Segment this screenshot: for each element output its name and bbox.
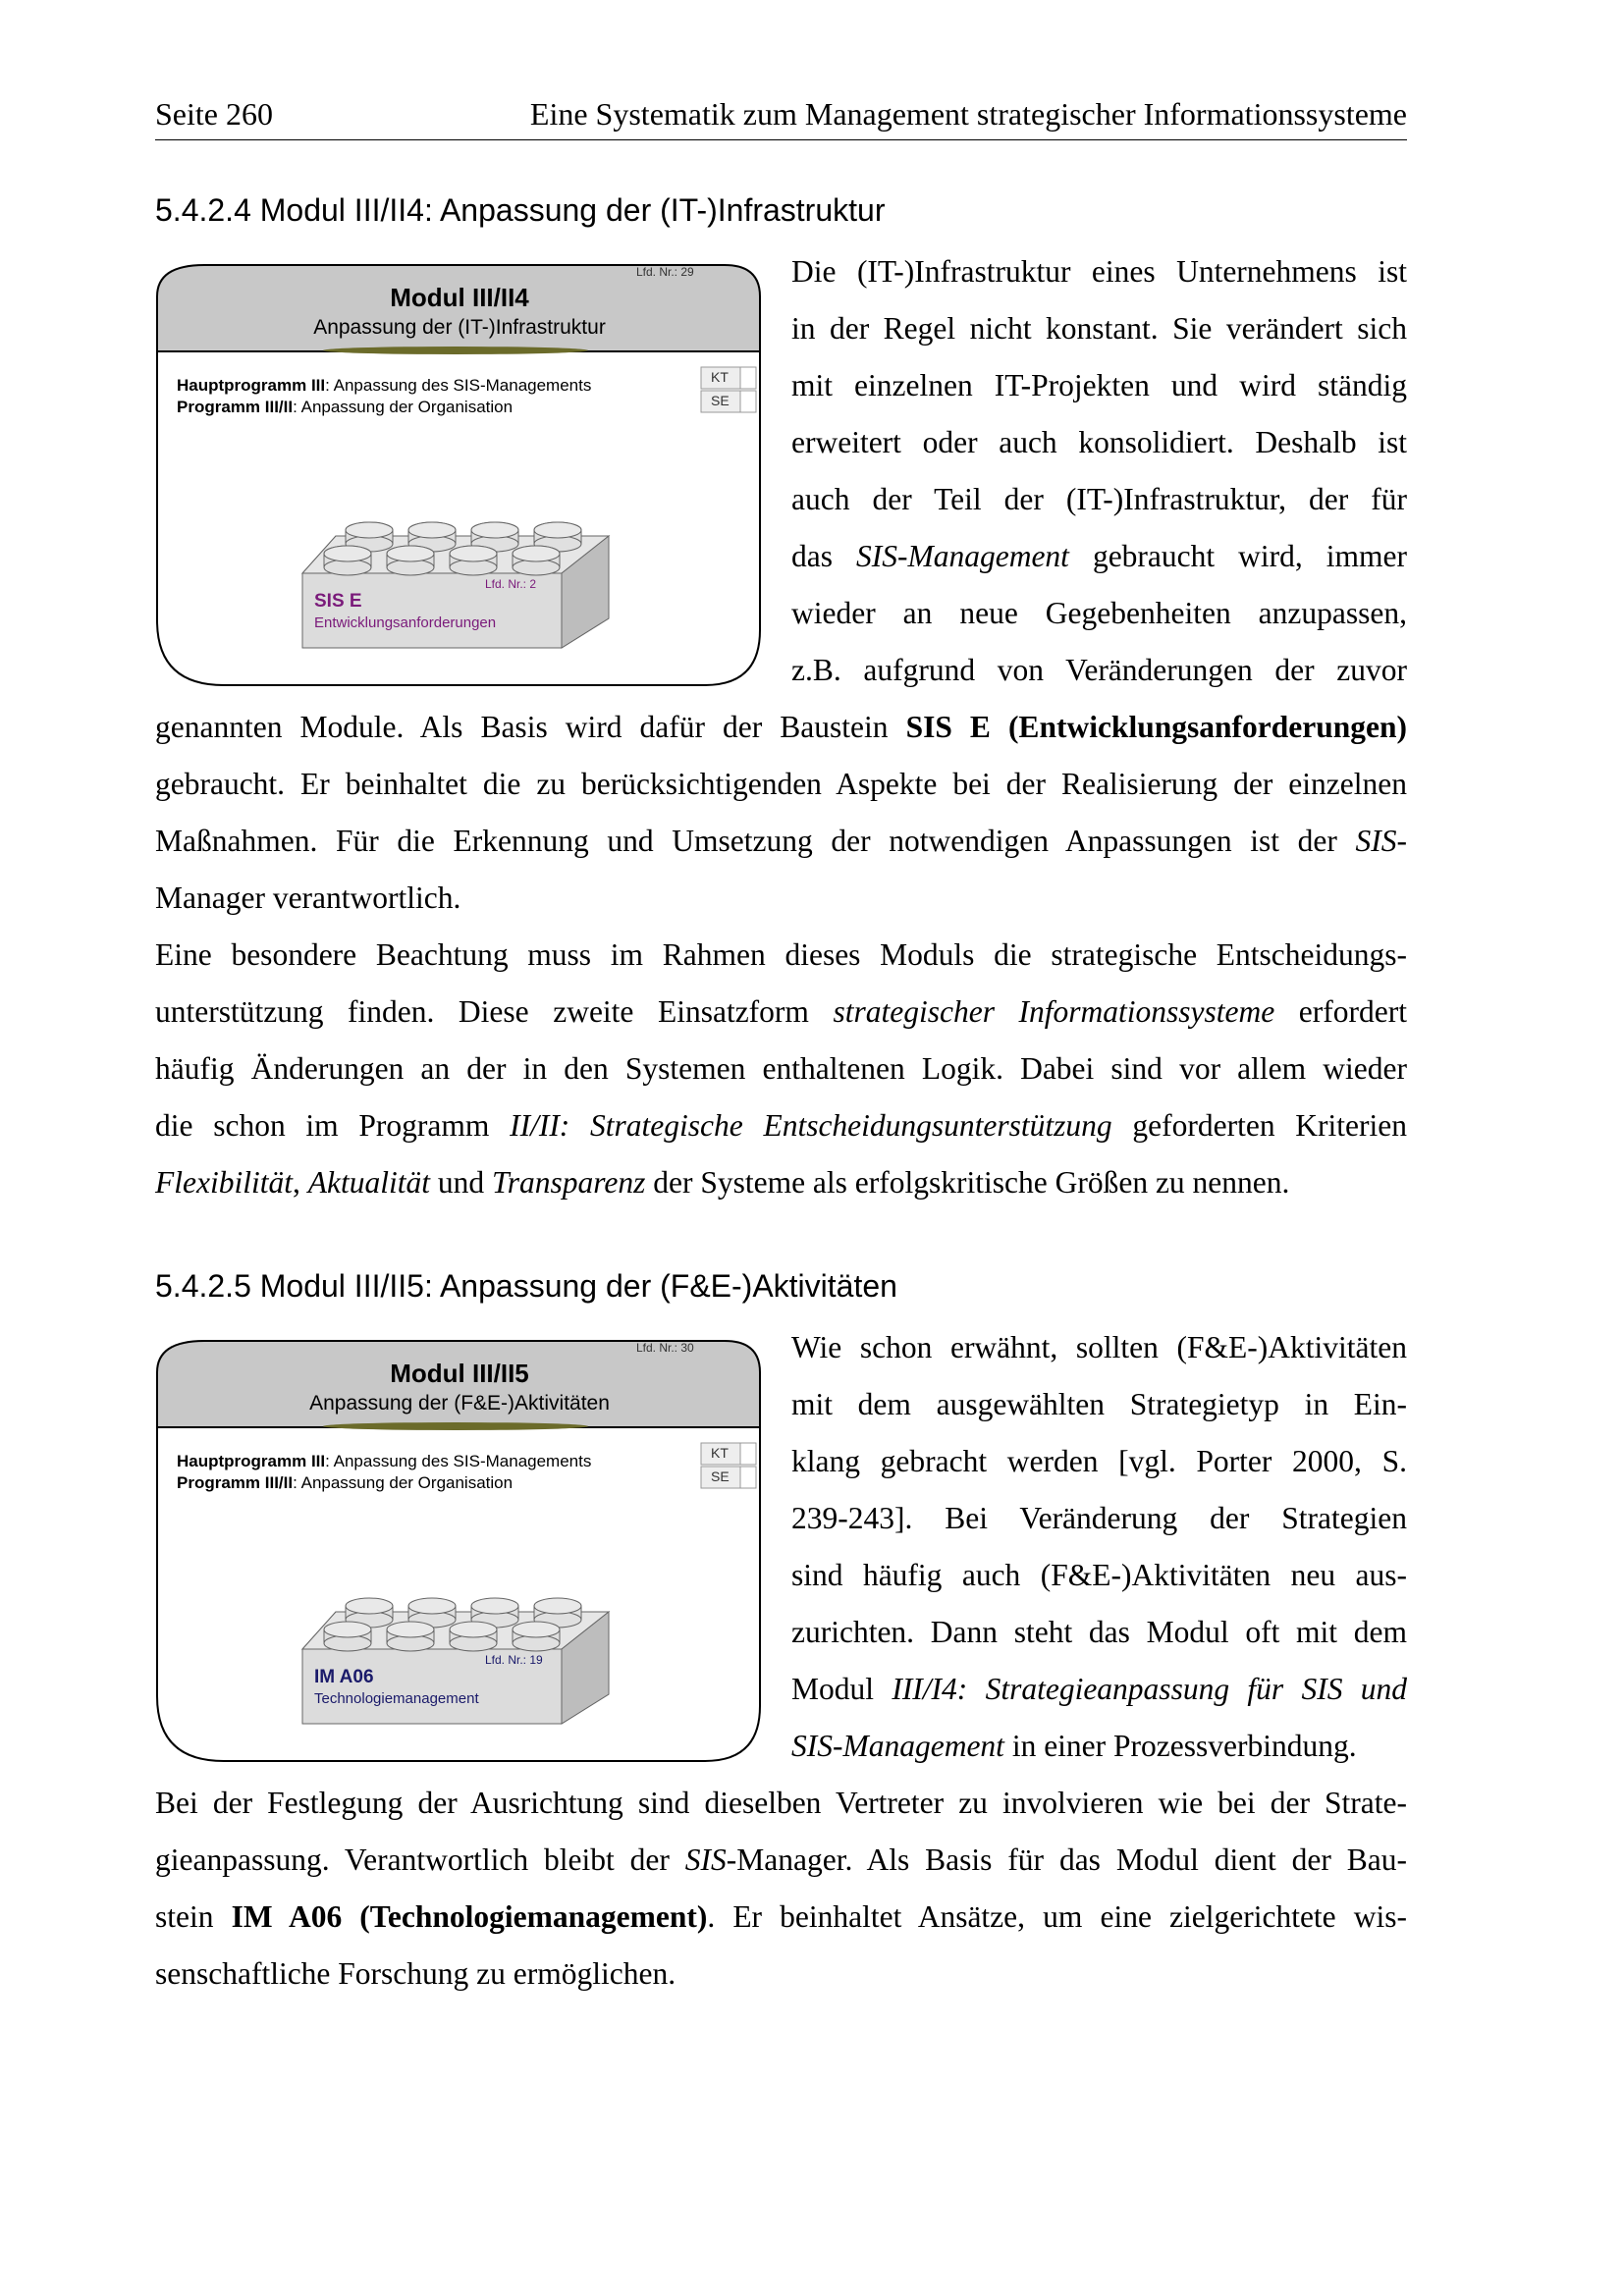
text-line: z.B. aufgrund von Veränderungen der zuvor [791,653,1407,687]
text-line: erweitert oder auch konsolidiert. Deshalb ist [791,425,1407,459]
text-line: das SIS-Management gebraucht wird, immer [791,539,1407,573]
page-label: Seite 260 [155,96,273,132]
paragraph-3-full [155,1775,1407,2002]
text-line: Manager verantwortlich. [155,881,461,915]
text-line: mit einzelnen IT-Projekten und wird ständig [791,368,1407,402]
text-line: unterstützung finden. Diese zweite Einsatzform strategischer Informationssysteme erfordert [155,994,1407,1029]
text-line: die schon im Programm II/II: Strategische Entscheidungsunterstützung geforderten Kriterien [155,1108,1407,1143]
text-line: gieanpassung. Verantwortlich bleibt der SIS-Manager. Als Basis für das Modul dient der Bau- [155,1842,1407,1877]
hauptprogramm-label: Hauptprogramm III [177,376,326,395]
section-heading-1: 5.4.2.4 Modul III/II4: Anpassung der (IT-)Infrastruktur [155,192,886,228]
text-line: Maßnahmen. Für die Erkennung und Umsetzung der notwendigen Anpassungen ist der SIS- [155,824,1407,858]
paragraph-1-full [155,699,1407,1211]
brick-name: Technologiemanagement [314,1690,479,1707]
brick-code: SIS E [314,591,362,612]
program-info [177,1451,591,1494]
brick-name: Entwicklungsanforderungen [314,614,497,631]
brick-code: IM A06 [314,1667,374,1687]
module-subtitle: Anpassung der (IT-)Infrastruktur [313,316,606,339]
kt-label: KT [711,369,729,385]
section-heading-2: 5.4.2.5 Modul III/II5: Anpassung der (F&E-)Aktivitäten [155,1268,897,1304]
running-header [155,96,1407,140]
text-line: stein IM A06 (Technologiemanagement). Er beinhaltet Ansätze, um eine zielgerichtete wis- [155,1899,1407,1934]
text-line: Wie schon erwähnt, sollten (F&E-)Aktivitäten [791,1330,1407,1364]
text-line: Modul III/I4: Strategieanpassung für SIS und [791,1672,1407,1706]
text-line: gebraucht. Er beinhaltet die zu berücksichtigenden Aspekte bei der Realisierung der einzelnen [155,767,1407,801]
se-label: SE [711,393,730,408]
brick-lfd: Lfd. Nr.: 19 [485,1653,543,1667]
running-title: Eine Systematik zum Management strategischer Informationssysteme [529,96,1407,132]
text-line: Bei der Festlegung der Ausrichtung sind dieselben Vertreter zu involvieren wie bei der Strate- [155,1786,1407,1820]
programm-label: Programm III/II [177,1473,294,1492]
brick-lfd: Lfd. Nr.: 2 [485,577,537,591]
hauptprogramm-text: : Anpassung des SIS-Managements [325,1452,592,1470]
module-figure-2 [155,1333,764,1765]
text-line: häufig Änderungen an der in den Systemen enthaltenen Logik. Dabei sind vor allem wieder [155,1051,1407,1086]
hauptprogramm-text: : Anpassung des SIS-Managements [325,376,592,395]
lfd-number: Lfd. Nr.: 29 [636,265,694,279]
text-line: Eine besondere Beachtung muss im Rahmen dieses Moduls die strategische Entscheidungs- [155,937,1407,972]
text-line: Die (IT-)Infrastruktur eines Unternehmens ist [791,254,1407,289]
programm-text: : Anpassung der Organisation [293,398,514,416]
text-line: klang gebracht werden [vgl. Porter 2000, S. [791,1444,1407,1478]
text-line: zurichten. Dann steht das Modul oft mit dem [791,1615,1407,1649]
text-line: wieder an neue Gegebenheiten anzupassen, [791,596,1407,630]
text-line: mit dem ausgewählten Strategietyp in Ein- [791,1387,1407,1421]
text-line: auch der Teil der (IT-)Infrastruktur, der für [791,482,1407,516]
kt-label: KT [711,1445,729,1461]
hauptprogramm-label: Hauptprogramm III [177,1452,326,1470]
module-title: Modul III/II4 [390,283,529,312]
text-line: genannten Module. Als Basis wird dafür der Baustein SIS E (Entwicklungsanforderungen) [155,710,1407,744]
text-line: sind häufig auch (F&E-)Aktivitäten neu aus- [791,1558,1407,1592]
text-line: in der Regel nicht konstant. Sie verändert sich [791,311,1407,346]
text-line: 239-243]. Bei Veränderung der Strategien [791,1501,1407,1535]
lfd-number: Lfd. Nr.: 30 [636,1341,694,1355]
module-subtitle: Anpassung der (F&E-)Aktivitäten [309,1392,610,1415]
se-label: SE [711,1468,730,1484]
programm-text: : Anpassung der Organisation [293,1473,514,1492]
text-line: SIS-Management in einer Prozessverbindung. [791,1729,1357,1763]
program-info [177,375,591,418]
text-line: Flexibilität, Aktualität und Transparenz der Systeme als erfolgskritische Größen zu nennen. [155,1165,1290,1200]
programm-label: Programm III/II [177,398,294,416]
module-figure-1 [155,257,764,689]
paragraph-1-wrap [791,243,1407,699]
paragraph-3-wrap [791,1319,1407,1775]
module-title: Modul III/II5 [390,1359,529,1388]
text-line: senschaftliche Forschung zu ermöglichen. [155,1956,676,1991]
